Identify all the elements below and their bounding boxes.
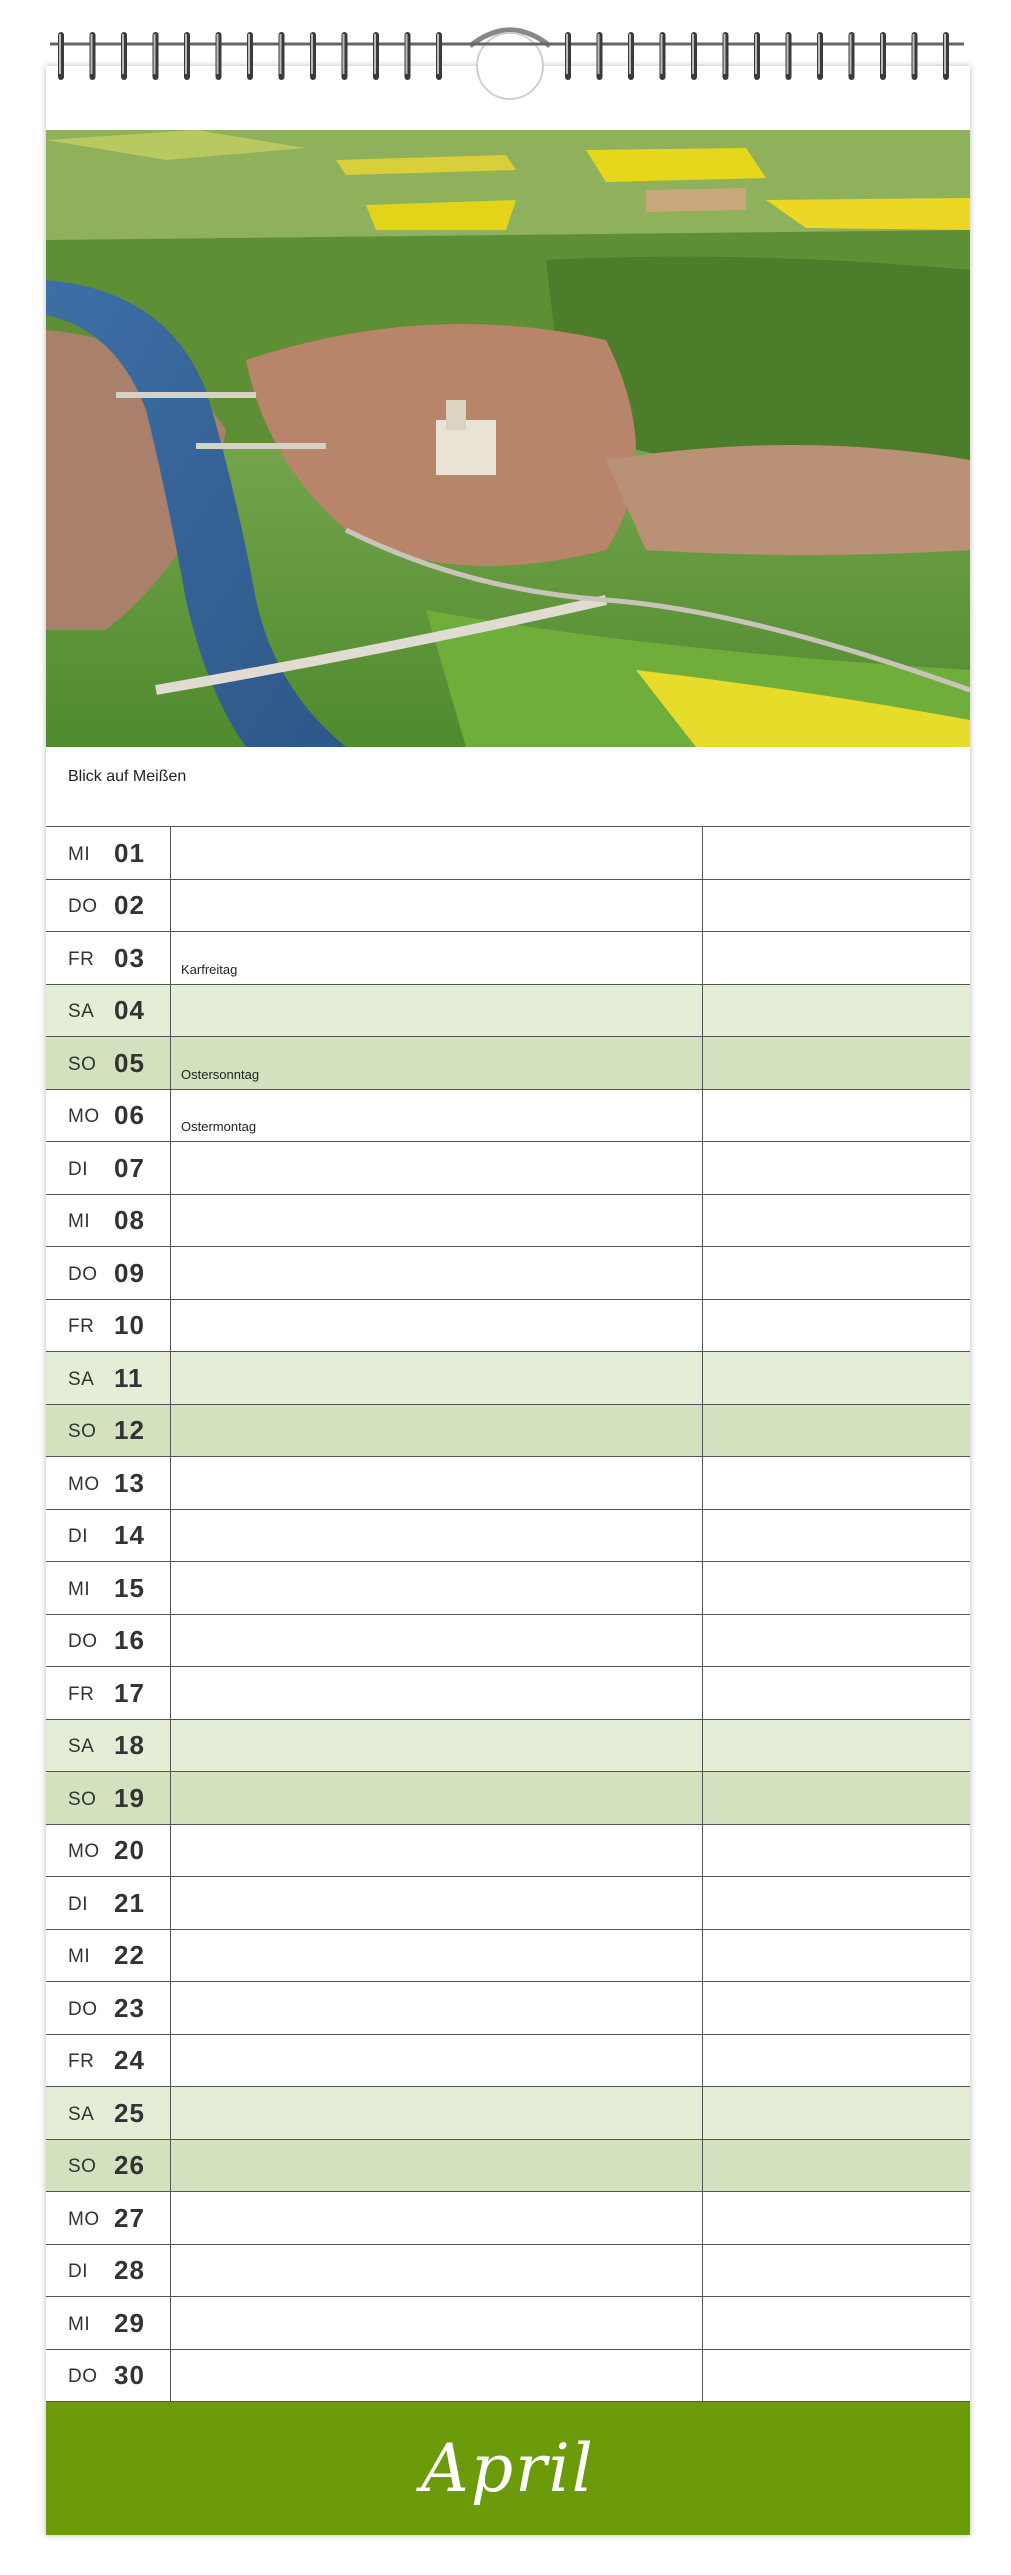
day-extra-cell (703, 2035, 970, 2087)
weekday-label: MO (68, 1473, 100, 1495)
day-extra-cell (703, 1352, 970, 1404)
day-number: 11 (114, 1362, 144, 1393)
day-row (46, 2035, 970, 2088)
day-label-cell (46, 1247, 171, 1299)
day-notes-cell (171, 827, 703, 879)
day-row (46, 1615, 970, 1668)
weekday-label: MO (68, 2208, 100, 2230)
month-banner (46, 2402, 970, 2535)
day-extra-cell (703, 2087, 970, 2139)
day-extra-cell (703, 1300, 970, 1352)
day-extra-cell (703, 1615, 970, 1667)
weekday-label: DO (68, 896, 98, 918)
day-notes-cell (171, 2192, 703, 2244)
day-row (46, 1982, 970, 2035)
day-row (46, 1562, 970, 1615)
day-notes-cell (171, 2035, 703, 2087)
day-extra-cell (703, 2297, 970, 2349)
weekday-label: FR (68, 1316, 95, 1338)
weekday-label: DI (68, 1158, 88, 1180)
day-label-cell (46, 1930, 171, 1982)
day-label-cell (46, 932, 171, 984)
day-label-cell (46, 1562, 171, 1614)
weekday-label: SO (68, 1053, 97, 1075)
day-number: 19 (114, 1782, 145, 1813)
day-notes-cell (171, 1300, 703, 1352)
weekday-label: SA (68, 1001, 95, 1023)
weekday-label: SA (68, 1736, 95, 1758)
day-row (46, 827, 970, 880)
weekday-label: MO (68, 1106, 100, 1128)
weekday-label: SO (68, 2156, 97, 2178)
day-label-cell (46, 1615, 171, 1667)
holiday-label: Ostermontag (181, 1119, 257, 1135)
day-number: 16 (114, 1625, 145, 1656)
weekday-label: SA (68, 1368, 95, 1390)
day-label-cell (46, 2245, 171, 2297)
day-row (46, 1772, 970, 1825)
day-notes-cell (171, 1142, 703, 1194)
day-number: 20 (114, 1835, 145, 1866)
day-extra-cell (703, 1090, 970, 1142)
day-row (46, 1930, 970, 1983)
day-number: 14 (114, 1520, 145, 1551)
day-row (46, 2297, 970, 2350)
day-notes-cell (171, 932, 703, 984)
weekday-label: SO (68, 1788, 97, 1810)
day-number: 09 (114, 1257, 145, 1288)
day-number: 24 (114, 2045, 145, 2076)
holiday-label: Ostersonntag (181, 1066, 260, 1082)
day-notes-cell (171, 1247, 703, 1299)
day-extra-cell (703, 827, 970, 879)
weekday-label: DO (68, 2366, 98, 2388)
day-label-cell (46, 1667, 171, 1719)
day-number: 12 (114, 1415, 145, 1446)
day-notes-cell (171, 1352, 703, 1404)
day-row (46, 2140, 970, 2193)
day-notes-cell (171, 1615, 703, 1667)
day-label-cell (46, 2192, 171, 2244)
day-row (46, 932, 970, 985)
day-extra-cell (703, 1562, 970, 1614)
day-number: 07 (114, 1152, 145, 1183)
day-label-cell (46, 1877, 171, 1929)
day-row (46, 1510, 970, 1563)
day-notes-cell (171, 2350, 703, 2402)
day-label-cell (46, 827, 171, 879)
day-notes-cell (171, 2297, 703, 2349)
day-number: 25 (114, 2097, 145, 2128)
day-notes-cell (171, 1195, 703, 1247)
holiday-label: Karfreitag (181, 961, 238, 977)
day-row (46, 1195, 970, 1248)
day-number: 22 (114, 1940, 145, 1971)
day-label-cell (46, 2035, 171, 2087)
day-row (46, 1352, 970, 1405)
spiral-binding (50, 18, 964, 100)
weekday-label: MI (68, 843, 91, 865)
day-notes-cell (171, 1457, 703, 1509)
day-row (46, 1720, 970, 1773)
day-row (46, 1090, 970, 1143)
day-number: 08 (114, 1205, 145, 1236)
day-label-cell (46, 1037, 171, 1089)
day-notes-cell (171, 1772, 703, 1824)
day-row (46, 1037, 970, 1090)
weekday-label: DO (68, 1263, 98, 1285)
day-row (46, 2087, 970, 2140)
weekday-label: MO (68, 1841, 100, 1863)
day-row (46, 985, 970, 1038)
day-row (46, 1405, 970, 1458)
weekday-label: MI (68, 1211, 91, 1233)
day-row (46, 1877, 970, 1930)
day-notes-cell (171, 1562, 703, 1614)
day-number: 06 (114, 1100, 145, 1131)
day-grid (46, 826, 970, 2402)
day-label-cell (46, 880, 171, 932)
day-number: 13 (114, 1467, 145, 1498)
day-number: 17 (114, 1677, 145, 1708)
day-notes-cell (171, 1667, 703, 1719)
day-number: 26 (114, 2150, 145, 2181)
day-number: 18 (114, 1730, 145, 1761)
cover-photo (46, 130, 970, 747)
day-label-cell (46, 2350, 171, 2402)
day-extra-cell (703, 1037, 970, 1089)
day-label-cell (46, 1510, 171, 1562)
day-row (46, 1142, 970, 1195)
day-extra-cell (703, 2350, 970, 2402)
day-notes-cell (171, 1825, 703, 1877)
day-number: 03 (114, 942, 145, 973)
day-row (46, 2245, 970, 2298)
day-label-cell (46, 1720, 171, 1772)
day-row (46, 880, 970, 933)
day-extra-cell (703, 1720, 970, 1772)
day-number: 04 (114, 995, 145, 1026)
day-extra-cell (703, 2245, 970, 2297)
weekday-label: FR (68, 948, 95, 970)
day-notes-cell (171, 1090, 703, 1142)
day-label-cell (46, 1195, 171, 1247)
day-number: 30 (114, 2360, 145, 2391)
day-label-cell (46, 1300, 171, 1352)
weekday-label: MI (68, 2313, 91, 2335)
weekday-label: DO (68, 1631, 98, 1653)
day-number: 27 (114, 2202, 145, 2233)
day-label-cell (46, 1142, 171, 1194)
day-label-cell (46, 1982, 171, 2034)
day-number: 01 (114, 837, 145, 868)
photo-caption: Blick auf Meißen (68, 768, 187, 785)
day-notes-cell (171, 1720, 703, 1772)
weekday-label: MI (68, 1578, 91, 1600)
day-notes-cell (171, 1510, 703, 1562)
day-extra-cell (703, 880, 970, 932)
day-number: 10 (114, 1310, 145, 1341)
weekday-label: FR (68, 1683, 95, 1705)
day-extra-cell (703, 1142, 970, 1194)
day-extra-cell (703, 2140, 970, 2192)
day-extra-cell (703, 1772, 970, 1824)
day-extra-cell (703, 1195, 970, 1247)
day-label-cell (46, 1772, 171, 1824)
day-label-cell (46, 2087, 171, 2139)
day-number: 29 (114, 2307, 145, 2338)
day-number: 21 (114, 1887, 145, 1918)
day-notes-cell (171, 985, 703, 1037)
day-row (46, 2192, 970, 2245)
day-label-cell (46, 2140, 171, 2192)
day-row (46, 1247, 970, 1300)
day-number: 23 (114, 1992, 145, 2023)
day-extra-cell (703, 1825, 970, 1877)
weekday-label: DI (68, 1893, 88, 1915)
day-row (46, 1457, 970, 1510)
weekday-label: DO (68, 1998, 98, 2020)
weekday-label: MI (68, 1946, 91, 1968)
day-extra-cell (703, 1982, 970, 2034)
day-extra-cell (703, 1667, 970, 1719)
day-number: 15 (114, 1572, 145, 1603)
day-label-cell (46, 1352, 171, 1404)
day-number: 28 (114, 2255, 145, 2286)
day-label-cell (46, 2297, 171, 2349)
day-extra-cell (703, 1405, 970, 1457)
day-notes-cell (171, 880, 703, 932)
day-notes-cell (171, 2087, 703, 2139)
weekday-label: SO (68, 1421, 97, 1443)
day-extra-cell (703, 1457, 970, 1509)
day-extra-cell (703, 1930, 970, 1982)
day-extra-cell (703, 1877, 970, 1929)
day-label-cell (46, 1090, 171, 1142)
month-title: April (421, 2430, 595, 2507)
day-row (46, 1300, 970, 1353)
day-notes-cell (171, 2140, 703, 2192)
day-label-cell (46, 985, 171, 1037)
day-extra-cell (703, 1510, 970, 1562)
day-label-cell (46, 1825, 171, 1877)
day-number: 02 (114, 890, 145, 921)
day-row (46, 1667, 970, 1720)
day-label-cell (46, 1457, 171, 1509)
day-number: 05 (114, 1047, 145, 1078)
day-label-cell (46, 1405, 171, 1457)
day-notes-cell (171, 1930, 703, 1982)
day-extra-cell (703, 2192, 970, 2244)
day-notes-cell (171, 2245, 703, 2297)
day-notes-cell (171, 1405, 703, 1457)
day-notes-cell (171, 1877, 703, 1929)
weekday-label: SA (68, 2103, 95, 2125)
day-notes-cell (171, 1982, 703, 2034)
day-extra-cell (703, 1247, 970, 1299)
weekday-label: DI (68, 2261, 88, 2283)
day-row (46, 2350, 970, 2403)
weekday-label: DI (68, 1526, 88, 1548)
weekday-label: FR (68, 2051, 95, 2073)
day-extra-cell (703, 932, 970, 984)
day-extra-cell (703, 985, 970, 1037)
day-row (46, 1825, 970, 1878)
day-notes-cell (171, 1037, 703, 1089)
